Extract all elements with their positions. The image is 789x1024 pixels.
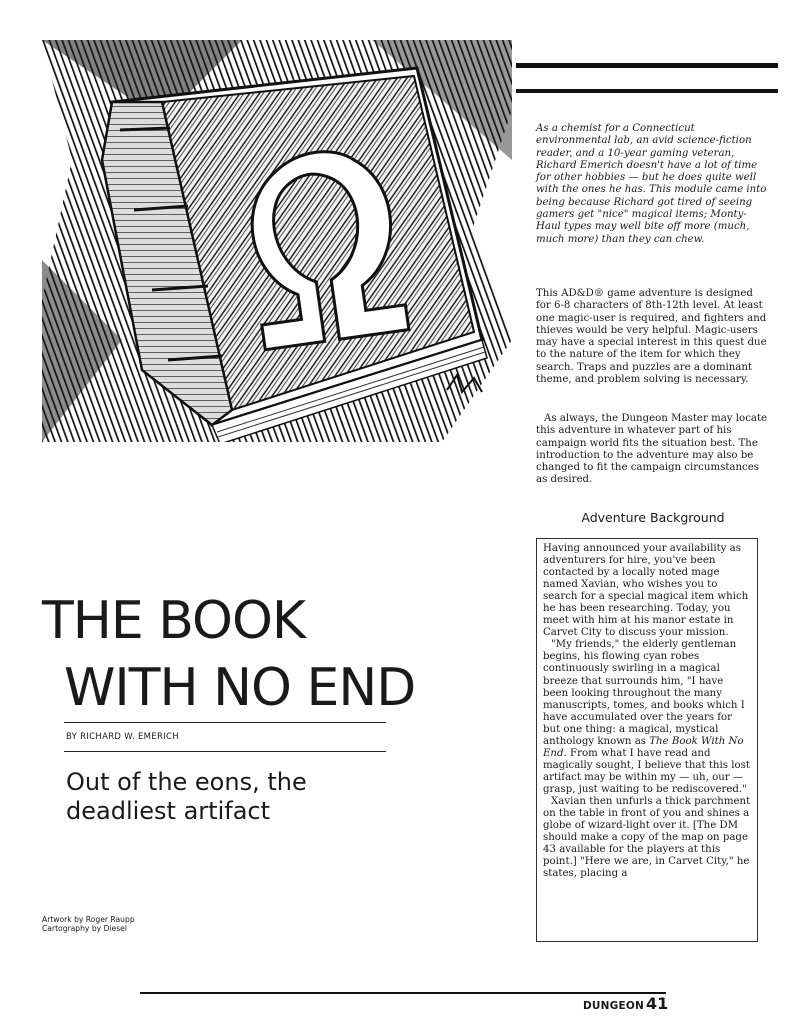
byline-rule <box>64 751 386 752</box>
boxed-paragraph-2-start: "My friends," the elderly gentleman begins, his flowing cyan robes continuously swirling in a magical breeze that surrounds him, "I have been looking throughout the many manuscripts, tomes, and books which I have accumulated over the years for but one thing: a magical, mystical anthology known as <box>543 639 745 747</box>
book-illustration <box>42 40 512 442</box>
top-rule <box>516 63 778 68</box>
subtitle: Out of the eons, the deadliest artifact <box>66 768 307 825</box>
title-line-1: THE BOOK <box>42 591 305 651</box>
artwork-credit: Artwork by Roger Raupp <box>42 915 135 924</box>
magazine-name: DUNGEON <box>583 1000 644 1012</box>
title-rule <box>64 722 386 723</box>
top-rule-lower <box>516 89 778 93</box>
book-title-reference: The Book With No End <box>543 735 744 759</box>
cartography-credit: Cartography by Diesel <box>42 924 127 933</box>
boxed-paragraph-2-end: . From what I have read and magically sought, I believe that this lost artifact may be within my — uh, our — grasp, just waiting to be rediscovered." <box>543 747 750 795</box>
body-paragraph-2: As always, the Dungeon Master may locate this adventure in whatever part of his campaign world fits the situation best. The introduction to the adventure may also be changed to fit the campaign circumstances as desired. <box>536 413 768 486</box>
omega-book-illustration-icon <box>42 40 512 442</box>
page-number: 41 <box>645 994 669 1013</box>
section-heading: Adventure Background <box>581 510 725 525</box>
page-footer <box>583 994 673 1013</box>
credits <box>42 915 135 933</box>
boxed-paragraph-1: Having announced your availability as adventurers for hire, you've been contacted by a locally noted mage named Xavian, who wishes you to search for a special magical item which he has been researching. Today, you meet with him at his manor estate in Carvet City to discuss your mission. <box>543 543 749 639</box>
author-intro: As a chemist for a Connecticut environmental lab, an avid science-fiction reader, and a 10-year gaming veteran, Richard Emerich doesn't have a lot of time for other hobbies — but he does quite well with the ones he has. This module came into being because Richard got tired of seeing gamers get "nice" magical items; Monty-Haul types may well bite off more (much, much more) than they can chew. <box>536 123 767 245</box>
body-paragraph-1: This AD&D® game adventure is designed for 6-8 characters of 8th-12th level. At least one magic-user is required, and fighters and thieves would be very helpful. Magic-users may have a special interest in this quest due to the nature of the item for which they search. Traps and puzzles are a dominant theme, and problem solving is necessary. <box>536 288 767 386</box>
boxed-paragraph-2 <box>543 639 751 796</box>
title-line-2: WITH NO END <box>64 658 416 718</box>
boxed-read-aloud-text <box>536 538 758 942</box>
boxed-paragraph-3: Xavian then unfurls a thick parchment on the table in front of you and shines a globe of wizard-light over it. [The DM should make a copy of the map on page 43 available for the players at this point.] "Here we are, in Carvet City," he states, placing a <box>543 795 751 880</box>
byline: BY RICHARD W. EMERICH <box>66 732 179 742</box>
